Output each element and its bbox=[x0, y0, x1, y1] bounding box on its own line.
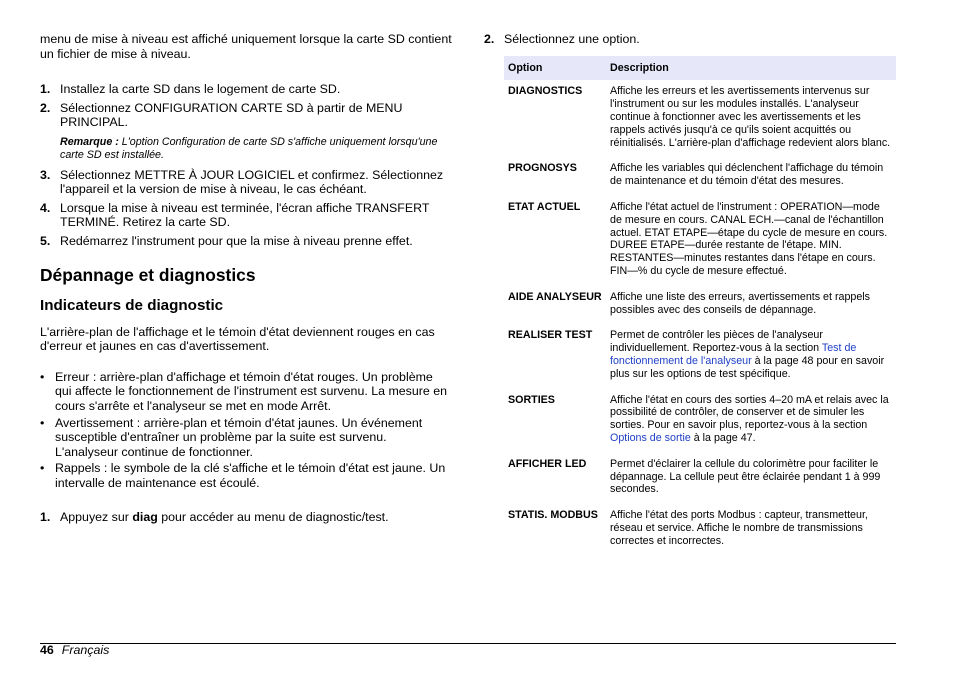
step-1 bbox=[40, 82, 452, 97]
section-heading: Dépannage et diagnostics bbox=[40, 264, 256, 285]
description-cell bbox=[606, 324, 896, 388]
description-cell bbox=[606, 80, 896, 157]
description-text: Affiche les erreurs et les avertissements intervenus sur l'instrument ou sur les modules installés. L'analyseur continue à fonctionner avec les avertissements et les rappels activés jusqu'à ce qu'ils soient acquittés ou réinitialisés. L'arrière-plan d'affichage redevient alors blanc. bbox=[610, 85, 891, 149]
description-text: Affiche une liste des erreurs, avertissements et rappels possibles avec des conseils de dépannage. bbox=[610, 290, 870, 316]
description-cell bbox=[606, 157, 896, 196]
step-text: Lorsque la mise à niveau est terminée, l'écran affiche TRANSFERT TERMINÉ. Retirez la carte SD. bbox=[60, 200, 430, 230]
description-cell bbox=[606, 196, 896, 286]
bullet-error bbox=[40, 370, 452, 414]
table-row bbox=[504, 453, 896, 504]
table-row bbox=[504, 157, 896, 196]
step-text-post: pour accéder au menu de diagnostic/test. bbox=[157, 510, 389, 525]
description-text: Permet d'éclairer la cellule du colorimètre pour faciliter le dépannage. La cellule peut être éclairée pendant 1 à 999 secondes. bbox=[610, 457, 881, 496]
description-column-header: Description bbox=[606, 56, 896, 81]
bullet-reminder bbox=[40, 461, 452, 490]
step-text: Installez la carte SD dans le logement de carte SD. bbox=[60, 82, 341, 97]
step-text: Sélectionnez CONFIGURATION CARTE SD à partir de MENU PRINCIPAL. bbox=[60, 100, 403, 130]
description-cell bbox=[606, 286, 896, 325]
option-column-header: Option bbox=[504, 56, 606, 81]
step-2 bbox=[40, 101, 452, 130]
step-text: Redémarrez l'instrument pour que la mise à niveau prenne effet. bbox=[60, 233, 413, 248]
diagnostic-paragraph: L'arrière-plan de l'affichage et le témoin d'état deviennent rouges en cas d'erreur et jaunes en cas d'avertissement. bbox=[40, 324, 435, 354]
note-label: Remarque : bbox=[60, 135, 119, 148]
option-cell: ETAT ACTUEL bbox=[508, 200, 581, 213]
description-text: Permet de contrôler les pièces de l'analyseur individuellement. Reportez-vous à la section bbox=[610, 329, 823, 355]
description-cell bbox=[606, 504, 896, 555]
left-column bbox=[40, 32, 452, 529]
step-number: 2. bbox=[40, 100, 51, 115]
page-footer bbox=[40, 643, 109, 657]
step-text-pre: Appuyez sur bbox=[60, 510, 133, 525]
table-row bbox=[504, 196, 896, 286]
option-cell: REALISER TEST bbox=[508, 329, 593, 342]
bullet-text: Erreur : arrière-plan d'affichage et témoin d'état rouges. Un problème qui affecte le fonctionnement de l'instrument est survenu. La mesure en cours s'arrête et l'analyseur se met en mode Arrêt. bbox=[55, 369, 447, 413]
step-text: Sélectionnez METTRE À JOUR LOGICIEL et confirmez. Sélectionnez l'appareil et la version de mise à niveau, le cas échéant. bbox=[60, 167, 444, 197]
option-cell: DIAGNOSTICS bbox=[508, 85, 583, 98]
note bbox=[60, 136, 452, 162]
table-row bbox=[504, 389, 896, 453]
step-number: 2. bbox=[484, 32, 495, 46]
step-3 bbox=[40, 168, 452, 197]
options-table bbox=[504, 56, 896, 556]
intro-paragraph: menu de mise à niveau est affiché uniquement lorsque la carte SD contient un fichier de mise à niveau. bbox=[40, 32, 452, 61]
footer-language: Français bbox=[61, 643, 110, 657]
description-text: Affiche l'état des ports Modbus : capteur, transmetteur, réseau et service. Affiche le nombre de transmissions correctes et incorrectes. bbox=[610, 509, 868, 547]
bullet-glyph: • bbox=[40, 415, 45, 430]
step-text: Sélectionnez une option. bbox=[504, 32, 640, 46]
description-cell bbox=[606, 453, 896, 504]
subsection-heading: Indicateurs de diagnostic bbox=[40, 296, 224, 314]
table-row bbox=[504, 80, 896, 157]
step-4 bbox=[40, 201, 452, 230]
bullet-text: Rappels : le symbole de la clé s'affiche et le témoin d'état est jaune. Un intervalle de maintenance est écoulé. bbox=[55, 461, 446, 490]
table-row bbox=[504, 286, 896, 325]
option-cell: AFFICHER LED bbox=[508, 457, 587, 470]
output-options-link[interactable]: Options de sortie bbox=[610, 431, 691, 444]
bullet-glyph: • bbox=[40, 369, 45, 384]
description-text-post: à la page 47. bbox=[690, 431, 756, 444]
step-number: 1. bbox=[40, 510, 51, 525]
bullet-text: Avertissement : arrière-plan et témoin d'état jaunes. Un événement susceptible d'entraîner un problème par la suite est survenu. L'analyseur continue de fonctionner. bbox=[55, 415, 423, 459]
final-step bbox=[40, 510, 452, 525]
page-number: 46 bbox=[40, 643, 54, 657]
option-cell: STATIS. MODBUS bbox=[508, 509, 598, 522]
note-text: L'option Configuration de carte SD s'affiche uniquement lorsqu'une carte SD est installée. bbox=[60, 135, 438, 161]
description-text: Affiche les variables qui déclenchent l'affichage du témoin de maintenance et du témoin d'état des mesures. bbox=[610, 162, 884, 188]
bullet-glyph: • bbox=[40, 461, 45, 476]
table-row bbox=[504, 324, 896, 388]
table-header-row bbox=[504, 56, 896, 81]
diag-key: diag bbox=[132, 510, 158, 525]
step-select-option bbox=[484, 32, 896, 47]
description-cell bbox=[606, 389, 896, 453]
option-cell: SORTIES bbox=[508, 393, 555, 406]
test-section-link[interactable]: Test de fonctionnement de l'analyseur bbox=[610, 342, 857, 367]
step-number: 4. bbox=[40, 200, 51, 215]
step-number: 3. bbox=[40, 167, 51, 182]
option-cell: PROGNOSYS bbox=[508, 162, 577, 175]
table-row bbox=[504, 504, 896, 555]
step-5 bbox=[40, 234, 452, 249]
step-number: 1. bbox=[40, 82, 51, 97]
description-text-post: à la page 48 pour en savoir plus sur les options de test spécifique. bbox=[610, 354, 885, 380]
footer-rule bbox=[40, 643, 896, 644]
bullet-warning bbox=[40, 416, 452, 460]
description-text: Affiche l'état actuel de l'instrument : OPERATION—mode de mesure en cours. CANAL ECH.—canal de l'échantillon actuel. ETAT ETAPE—étape du cycle de mesure en cours. DUREE ETAPE—durée restante de l'étape. MIN. RESTANTES—minutes restantes dans l'étape en cours. FIN—% du cycle de mesure effectué. bbox=[610, 200, 888, 277]
option-cell: AIDE ANALYSEUR bbox=[508, 290, 602, 303]
right-column bbox=[484, 32, 896, 556]
description-text: Affiche l'état en cours des sorties 4–20 mA et relais avec la possibilité de contrôler, de conserver et de simuler les sorties. Pour en savoir plus, reportez-vous à la section bbox=[610, 393, 889, 432]
step-number: 5. bbox=[40, 233, 51, 248]
